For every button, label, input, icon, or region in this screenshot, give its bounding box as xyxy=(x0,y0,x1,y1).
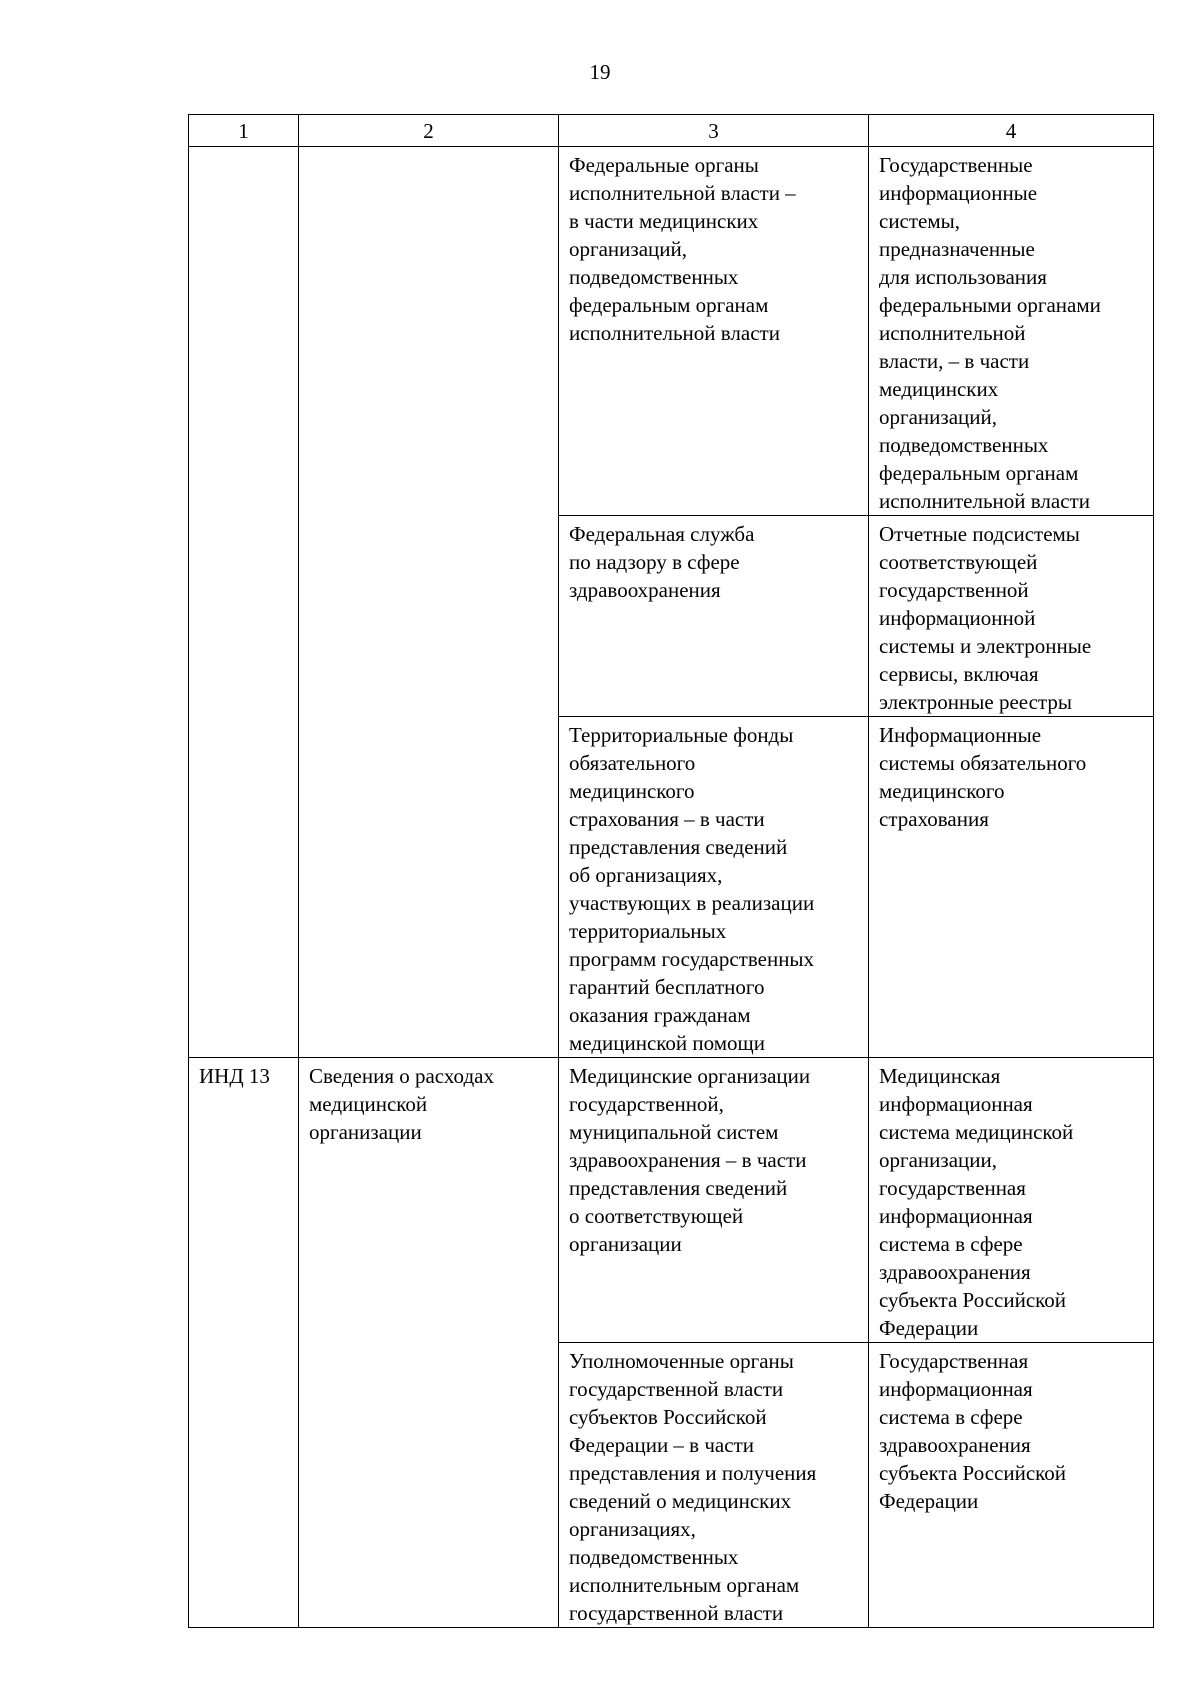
cell-information-system: Отчетные подсистемы соответствующей государственной информационной системы и электронные сервисы, включая электронные реестры xyxy=(869,516,1154,717)
column-header-1: 1 xyxy=(189,115,299,147)
document-table xyxy=(188,114,1154,1628)
cell-participant: Федеральная служба по надзору в сфере здравоохранения xyxy=(559,516,869,717)
column-header-4: 4 xyxy=(869,115,1154,147)
table-header-row xyxy=(189,115,1154,147)
cell-information-system: Государственная информационная система в сфере здравоохранения субъекта Российской Федерации xyxy=(869,1343,1154,1628)
column-header-2: 2 xyxy=(299,115,559,147)
cell-col1-empty xyxy=(189,147,299,1058)
column-header-3: 3 xyxy=(559,115,869,147)
cell-participant: Территориальные фонды обязательного медицинского страхования – в части представления сведений об организациях, участвующих в реализации территориальных программ государственных гарантий бесплатного оказания гражданам медицинской помощи xyxy=(559,717,869,1058)
table-row xyxy=(189,1058,1154,1343)
table-row xyxy=(189,147,1154,516)
cell-information-system: Государственные информационные системы, предназначенные для использования федеральными органами исполнительной власти, – в части медицинских организаций, подведомственных федеральным органам исполнительной власти xyxy=(869,147,1154,516)
cell-indicator-name: Сведения о расходах медицинской организации xyxy=(299,1058,559,1628)
cell-participant: Медицинские организации государственной, муниципальной систем здравоохранения – в части представления сведений о соответствующей организации xyxy=(559,1058,869,1343)
cell-participant: Уполномоченные органы государственной власти субъектов Российской Федерации – в части представления и получения сведений о медицинских организациях, подведомственных исполнительным органам государственной власти xyxy=(559,1343,869,1628)
cell-col2-empty xyxy=(299,147,559,1058)
cell-participant: Федеральные органы исполнительной власти – в части медицинских организаций, подведомственных федеральным органам исполнительной власти xyxy=(559,147,869,516)
cell-indicator-code: ИНД 13 xyxy=(189,1058,299,1628)
page-number: 19 xyxy=(589,60,611,84)
cell-information-system: Медицинская информационная система медицинской организации, государственная информационная система в сфере здравоохранения субъекта Российской Федерации xyxy=(869,1058,1154,1343)
cell-information-system: Информационные системы обязательного медицинского страхования xyxy=(869,717,1154,1058)
